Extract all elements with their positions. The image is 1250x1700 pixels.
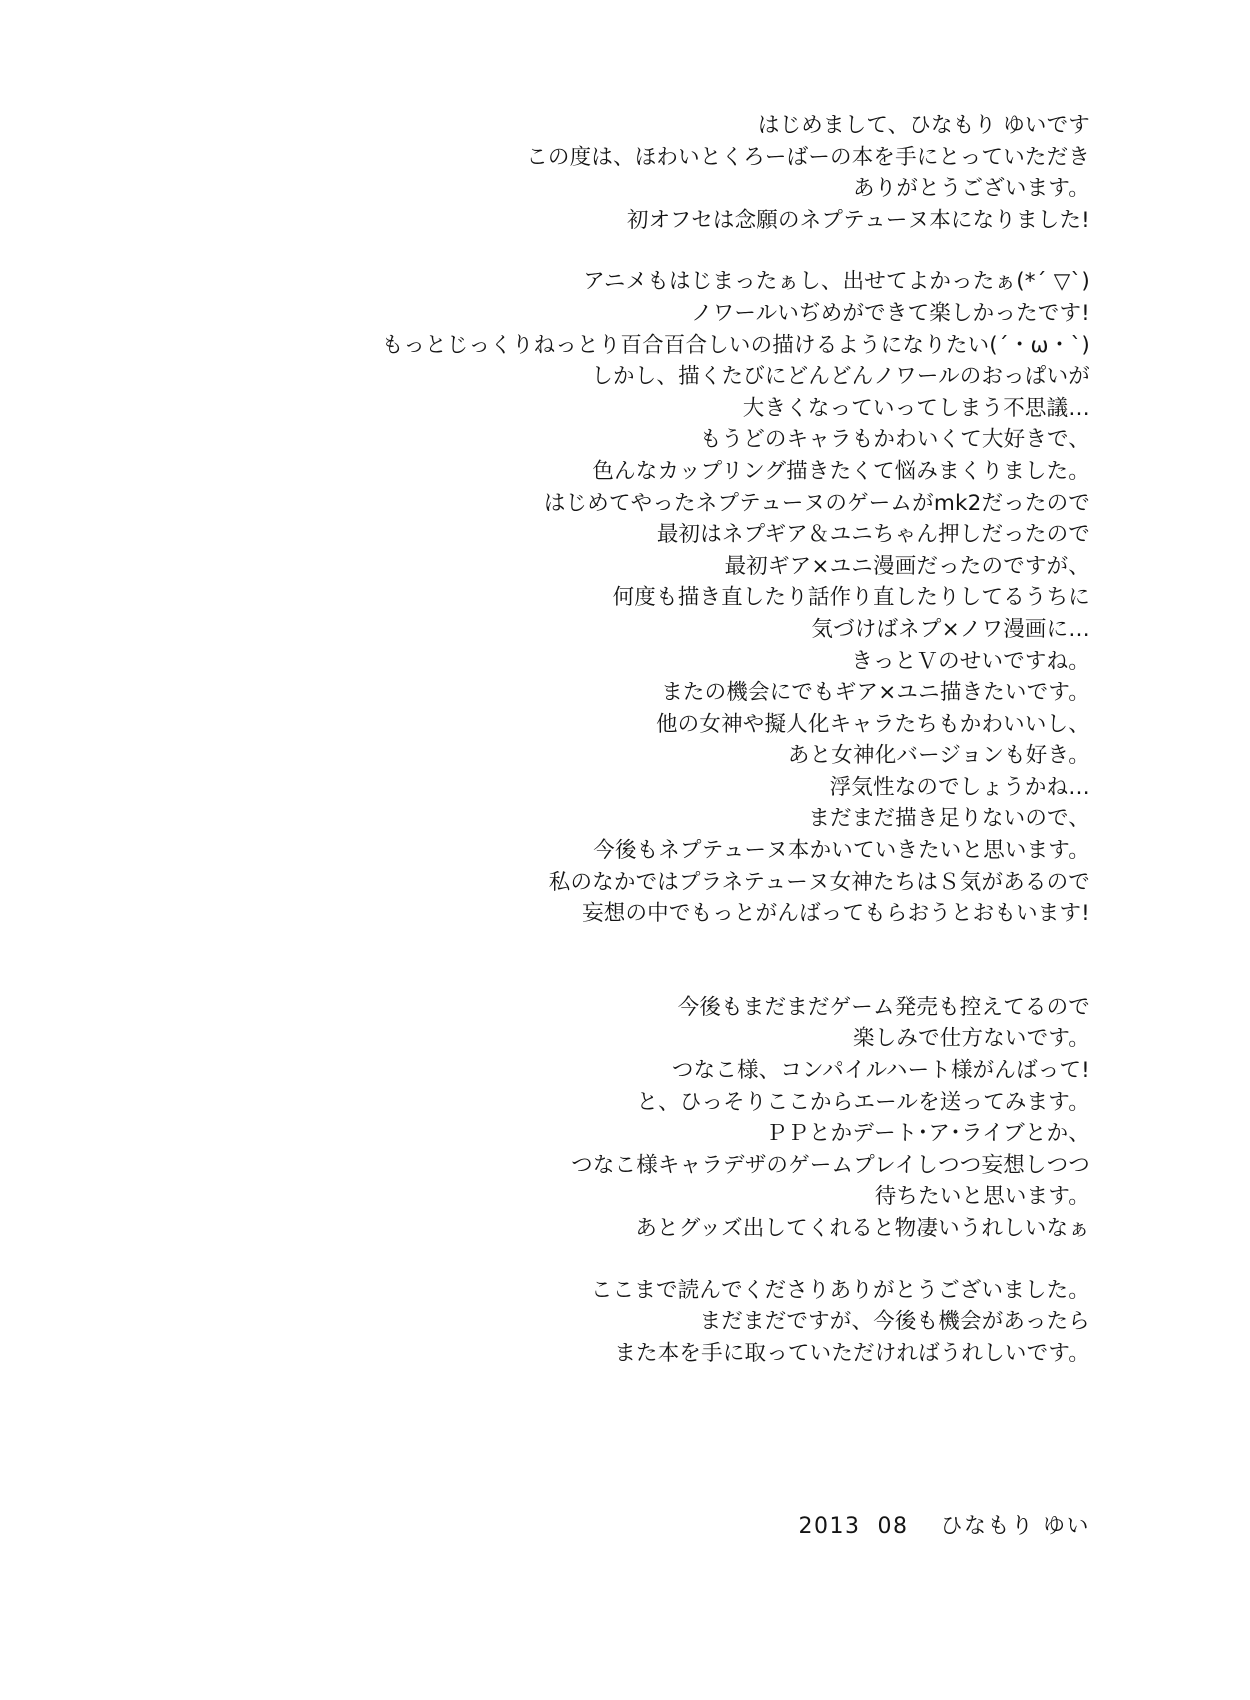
afterword-line: と、ひっそりここからエールを送ってみます。 <box>636 1089 1090 1115</box>
section-spacer <box>150 1245 1090 1275</box>
afterword-line: 妄想の中でもっとがんばってもらおうとおもいます! <box>582 901 1090 927</box>
afterword-line: またの機会にでもギア×ユニ描きたいです。 <box>661 680 1090 706</box>
afterword-text <box>150 110 1090 1369</box>
afterword-line: もっとじっくりねっとり百合百合しいの描けるようになりたい(´・ω・`) <box>381 332 1090 358</box>
afterword-block-main <box>150 266 1090 929</box>
afterword-line: ありがとうございます。 <box>853 176 1090 202</box>
afterword-block-closing <box>150 1275 1090 1370</box>
afterword-line: はじめてやったネプテューヌのゲームがmk2だったので <box>543 490 1090 516</box>
afterword-line: 待ちたいと思います。 <box>874 1184 1090 1210</box>
afterword-line: 何度も描き直したり話作り直したりしてるうちに <box>612 585 1090 611</box>
afterword-line: つなこ様キャラデザのゲームプレイしつつ妄想しつつ <box>571 1152 1090 1178</box>
afterword-line: アニメもはじまったぁし、出せてよかったぁ(*´ ▽`) <box>583 269 1090 295</box>
afterword-line: 初オフセは念願のネプテューヌ本になりました! <box>626 207 1090 233</box>
author-signature: 2013 08 ひなもり ゆい <box>798 1514 1090 1539</box>
afterword-line: 気づけばネプ×ノワ漫画に… <box>811 616 1090 642</box>
afterword-line: 最初ギア×ユニ漫画だったのですが、 <box>724 553 1090 579</box>
afterword-line: 私のなかではプラネテューヌ女神たちはＳ気があるので <box>548 869 1090 895</box>
afterword-block-future <box>150 992 1090 1245</box>
afterword-line: まだまだですが、今後も機会があったら <box>699 1309 1090 1335</box>
afterword-line: もうどのキャラもかわいくて大好きで、 <box>699 427 1090 453</box>
afterword-block-intro <box>150 110 1090 236</box>
afterword-line: はじめまして、ひなもり ゆいです <box>757 113 1090 138</box>
section-spacer <box>150 930 1090 992</box>
afterword-line: つなこ様、コンパイルハート様がんばって! <box>671 1058 1090 1084</box>
afterword-line: ＰＰとかデート･ア･ライブとか、 <box>765 1121 1090 1147</box>
afterword-line: 色んなカップリング描きたくて悩みまくりました。 <box>592 458 1090 484</box>
afterword-line: 今後もまだまだゲーム発売も控えてるので <box>677 994 1090 1020</box>
afterword-line: 楽しみで仕方ないです。 <box>853 1026 1090 1052</box>
afterword-line: きっとＶのせいですね。 <box>851 648 1090 674</box>
afterword-line: ノワールいぢめができて楽しかったです! <box>691 300 1090 326</box>
afterword-line: 浮気性なのでしょうかね… <box>829 774 1090 800</box>
afterword-line: 他の女神や擬人化キャラたちもかわいいし、 <box>655 711 1090 737</box>
afterword-line: この度は、ほわいとくろーばーの本を手にとっていただき <box>526 144 1090 170</box>
afterword-line: あと女神化バージョンも好き。 <box>787 743 1090 769</box>
afterword-line: 今後もネプテューヌ本かいていきたいと思います。 <box>593 838 1090 864</box>
afterword-line: まだまだ描き足りないので、 <box>808 806 1090 832</box>
afterword-line: ここまで読んでくださりありがとうございました。 <box>590 1277 1090 1303</box>
afterword-line: また本を手に取っていただければうれしいです。 <box>614 1340 1090 1366</box>
afterword-line: あとグッズ出してくれると物凄いうれしいなぁ <box>635 1216 1090 1241</box>
afterword-line: しかし、描くたびにどんどんノワールのおっぱいが <box>591 364 1090 390</box>
afterword-line: 最初はネプギア＆ユニちゃん押しだったので <box>656 522 1090 548</box>
afterword-line: 大きくなっていってしまう不思議… <box>742 395 1090 421</box>
